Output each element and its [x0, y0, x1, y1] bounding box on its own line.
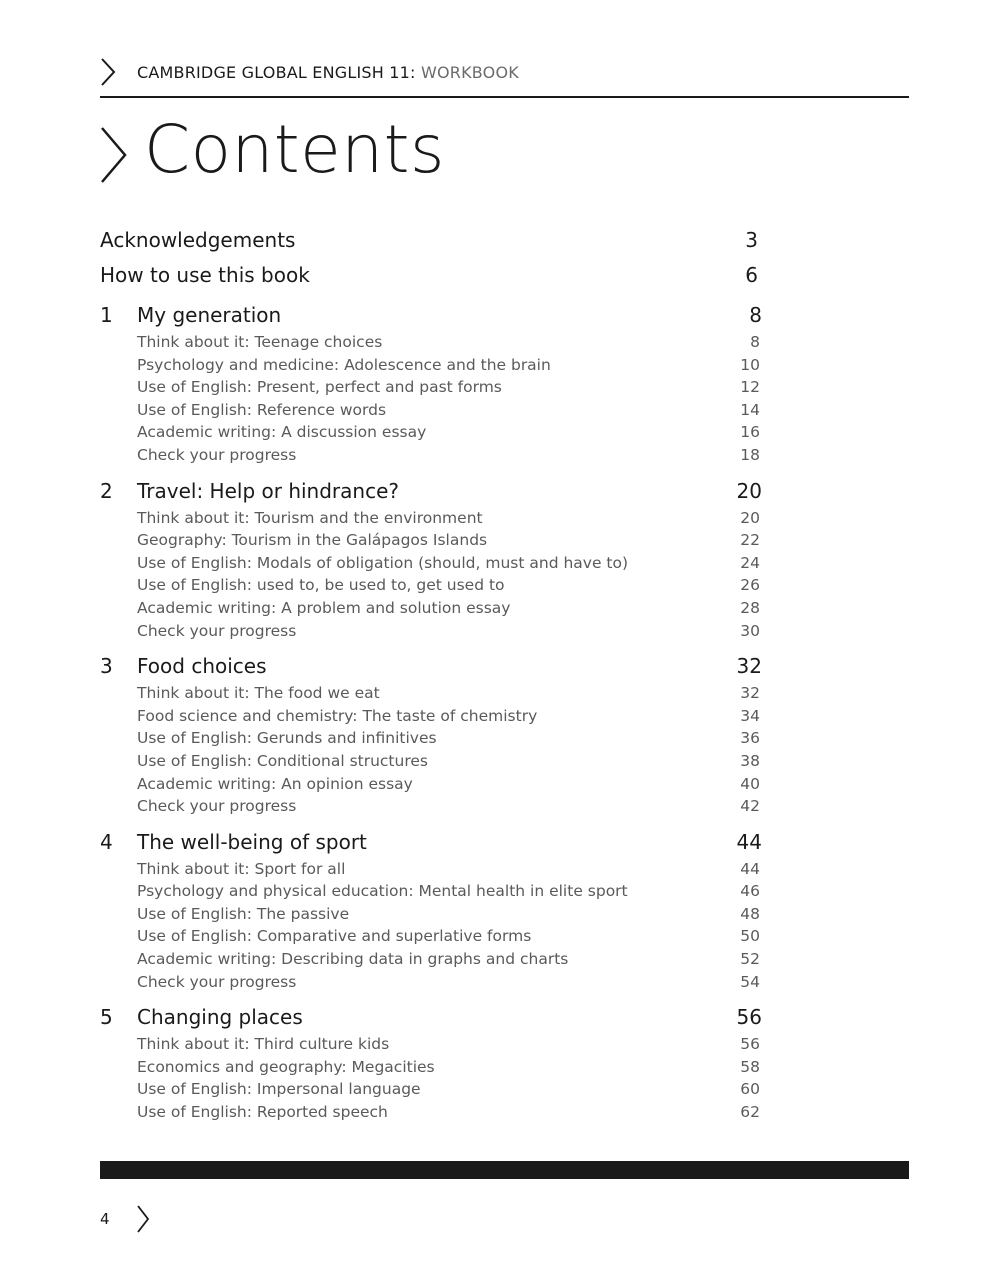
toc-sub-entry[interactable]	[100, 576, 765, 599]
toc-entry-page: 16	[740, 423, 760, 442]
toc-front-matter-entry[interactable]	[100, 226, 765, 261]
toc-entry-page: 22	[740, 531, 760, 550]
toc-sub-entry[interactable]	[100, 684, 765, 707]
toc-sub-entry[interactable]	[100, 1080, 765, 1103]
toc-entry-label: Use of English: Impersonal language	[137, 1080, 421, 1099]
toc-entry-label: Food science and chemistry: The taste of chemistry	[137, 706, 538, 725]
toc-sub-entry[interactable]	[100, 973, 765, 996]
toc-sub-entry[interactable]	[100, 707, 765, 730]
toc-sub-entry[interactable]	[100, 599, 765, 622]
table-of-contents	[100, 226, 765, 1126]
page-title: Contents	[144, 111, 445, 188]
book-title-main: CAMBRIDGE GLOBAL ENGLISH 11:	[137, 63, 421, 82]
units-list	[100, 301, 765, 1126]
toc-entry-page: 54	[740, 972, 760, 991]
toc-sub-entry[interactable]	[100, 401, 765, 424]
toc-entry-page: 42	[740, 797, 760, 816]
toc-entry-label: Use of English: Reference words	[137, 400, 387, 419]
toc-sub-entry[interactable]	[100, 554, 765, 577]
toc-entry-page: 50	[740, 927, 760, 946]
toc-entry-label: Check your progress	[137, 621, 297, 640]
toc-front-matter-entry[interactable]	[100, 261, 765, 296]
toc-entry-page: 30	[740, 621, 760, 640]
book-title-sub: WORKBOOK	[420, 63, 519, 82]
toc-entry-page: 44	[740, 859, 760, 878]
toc-sub-entry[interactable]	[100, 729, 765, 752]
unit-title: Travel: Help or hindrance?	[137, 478, 399, 503]
toc-entry-label: Academic writing: Describing data in graphs and charts	[137, 950, 569, 969]
toc-sub-entry[interactable]	[100, 622, 765, 645]
toc-sub-entry[interactable]	[100, 531, 765, 554]
toc-entry-label: Psychology and physical education: Mental health in elite sport	[137, 882, 628, 901]
toc-entry-label: Use of English: Comparative and superlative forms	[137, 927, 532, 946]
toc-entry-label: Academic writing: A discussion essay	[137, 423, 427, 442]
toc-entry-page: 40	[740, 774, 760, 793]
toc-entry-page: 8	[750, 333, 760, 351]
running-header	[100, 56, 909, 98]
toc-entry-label: Think about it: Third culture kids	[137, 1035, 390, 1054]
toc-sub-entry[interactable]	[100, 950, 765, 973]
toc-entry-label: Think about it: The food we eat	[137, 684, 380, 703]
toc-unit	[100, 301, 765, 469]
toc-entry-label: Think about it: Tourism and the environment	[137, 508, 483, 527]
unit-number: 4	[100, 829, 113, 854]
unit-title: Food choices	[137, 654, 267, 679]
toc-entry-label: Use of English: Gerunds and infinitives	[137, 729, 437, 748]
toc-entry-page: 48	[740, 904, 760, 923]
toc-sub-entry[interactable]	[100, 509, 765, 532]
toc-entry-label: Psychology and medicine: Adolescence and the brain	[137, 355, 551, 374]
toc-entry-label: Check your progress	[137, 797, 297, 816]
toc-unit	[100, 477, 765, 645]
toc-entry-page: 32	[740, 684, 760, 703]
unit-page: 56	[736, 1005, 762, 1030]
toc-entry-label: Acknowledgements	[100, 228, 296, 252]
unit-number: 3	[100, 654, 113, 679]
book-title	[137, 63, 519, 82]
toc-entry-label: Use of English: Modals of obligation (should, must and have to)	[137, 553, 629, 572]
toc-entry-page: 3	[745, 228, 758, 252]
unit-heading[interactable]	[100, 1003, 765, 1035]
unit-title: Changing places	[137, 1005, 303, 1030]
toc-sub-entry[interactable]	[100, 860, 765, 883]
unit-title: My generation	[137, 303, 282, 327]
toc-entry-page: 56	[740, 1035, 760, 1054]
toc-entry-label: Use of English: Conditional structures	[137, 751, 428, 770]
unit-page: 8	[749, 303, 762, 327]
toc-entry-page: 20	[740, 508, 760, 527]
toc-entry-label: Academic writing: An opinion essay	[137, 774, 413, 793]
toc-sub-entry[interactable]	[100, 356, 765, 379]
toc-entry-label: Use of English: The passive	[137, 904, 350, 923]
toc-entry-label: Think about it: Teenage choices	[137, 333, 383, 351]
toc-entry-label: Academic writing: A problem and solution essay	[137, 598, 511, 617]
toc-sub-entry[interactable]	[100, 927, 765, 950]
unit-number: 1	[100, 303, 113, 327]
toc-entry-label: Use of English: Reported speech	[137, 1103, 388, 1122]
toc-entry-page: 6	[745, 263, 758, 287]
unit-heading[interactable]	[100, 301, 765, 333]
toc-sub-entry[interactable]	[100, 1035, 765, 1058]
toc-sub-entry[interactable]	[100, 1103, 765, 1126]
toc-entry-page: 60	[740, 1080, 760, 1099]
unit-number: 2	[100, 478, 113, 503]
toc-sub-entry[interactable]	[100, 446, 765, 469]
page-number: 4	[100, 1210, 110, 1228]
unit-heading[interactable]	[100, 652, 765, 684]
toc-unit	[100, 1003, 765, 1125]
toc-sub-entry[interactable]	[100, 423, 765, 446]
toc-entry-page: 28	[740, 598, 760, 617]
unit-title: The well-being of sport	[137, 829, 367, 854]
chevron-right-icon	[100, 126, 128, 184]
toc-entry-label: Think about it: Sport for all	[137, 859, 346, 878]
toc-sub-entry[interactable]	[100, 882, 765, 905]
toc-entry-page: 62	[740, 1103, 760, 1122]
unit-heading[interactable]	[100, 477, 765, 509]
footer-bar	[100, 1161, 909, 1179]
toc-unit	[100, 652, 765, 820]
toc-sub-entry[interactable]	[100, 775, 765, 798]
toc-entry-page: 34	[740, 706, 760, 725]
toc-entry-label: Check your progress	[137, 445, 297, 464]
toc-unit	[100, 828, 765, 996]
toc-entry-page: 46	[740, 882, 760, 901]
toc-sub-entry[interactable]	[100, 378, 765, 401]
toc-entry-page: 14	[740, 400, 760, 419]
toc-entry-page: 26	[740, 576, 760, 595]
toc-entry-page: 38	[740, 751, 760, 770]
toc-entry-label: Geography: Tourism in the Galápagos Islands	[137, 531, 488, 550]
toc-entry-label: How to use this book	[100, 263, 310, 287]
toc-entry-label: Check your progress	[137, 972, 297, 991]
toc-sub-entry[interactable]	[100, 905, 765, 928]
toc-entry-label: Use of English: used to, be used to, get used to	[137, 576, 505, 595]
toc-sub-entry[interactable]	[100, 797, 765, 820]
toc-entry-label: Use of English: Present, perfect and past forms	[137, 378, 502, 397]
toc-entry-page: 18	[740, 445, 760, 464]
unit-heading[interactable]	[100, 828, 765, 860]
toc-sub-entry[interactable]	[100, 333, 765, 356]
chevron-right-icon	[136, 1205, 150, 1233]
toc-entry-page: 10	[740, 355, 760, 374]
unit-page: 44	[736, 829, 762, 854]
toc-sub-entry[interactable]	[100, 752, 765, 775]
unit-page: 32	[736, 654, 762, 679]
toc-entry-page: 52	[740, 950, 760, 969]
toc-entry-page: 58	[740, 1057, 760, 1076]
chevron-right-icon	[100, 58, 116, 86]
toc-entry-page: 36	[740, 729, 760, 748]
unit-page: 20	[736, 478, 762, 503]
toc-sub-entry[interactable]	[100, 1058, 765, 1081]
unit-number: 5	[100, 1005, 113, 1030]
toc-entry-page: 24	[740, 553, 760, 572]
toc-entry-label: Economics and geography: Megacities	[137, 1057, 435, 1076]
toc-entry-page: 12	[740, 378, 760, 397]
